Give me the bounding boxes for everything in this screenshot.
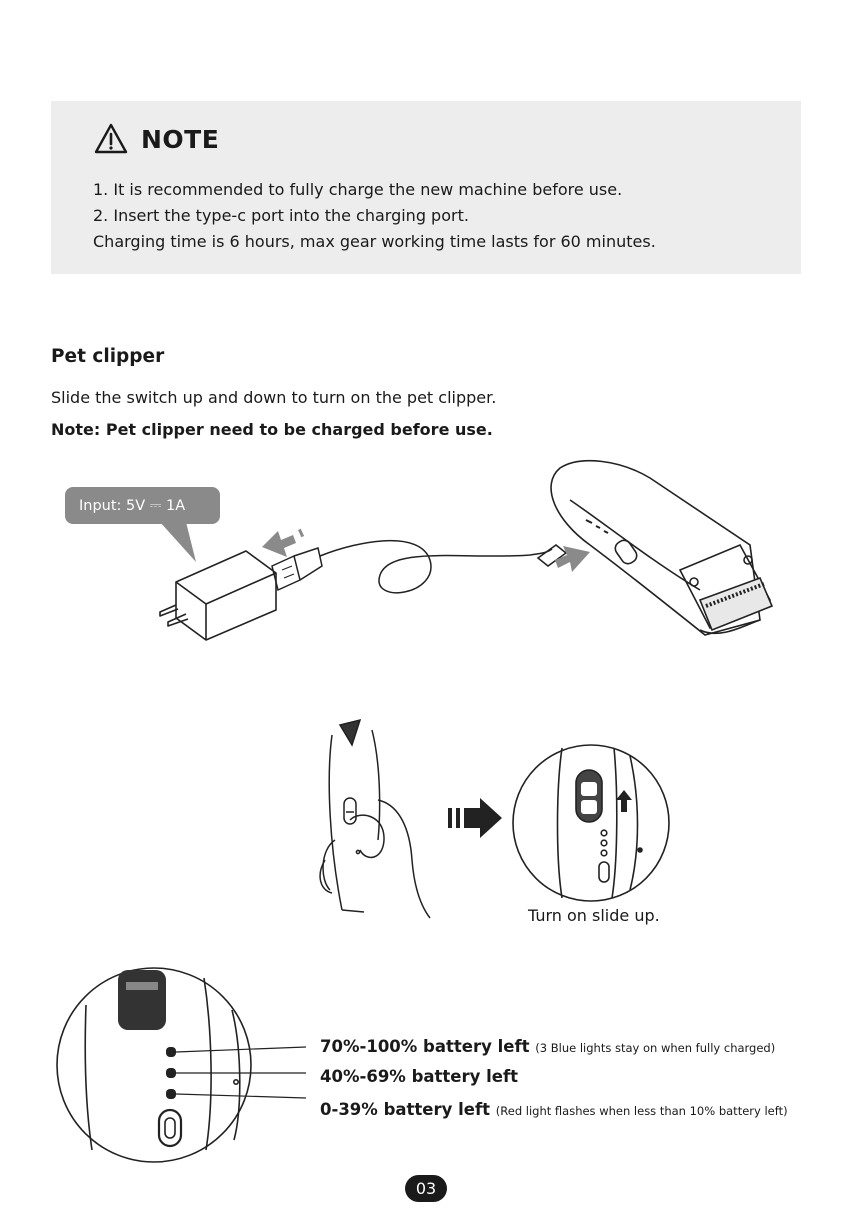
charger-input-label: Input: 5V ⎓ 1A — [65, 487, 220, 524]
battery-level-label: 40%-69% battery left — [320, 1067, 519, 1086]
charger-adapter — [160, 551, 276, 640]
battery-level-mid — [320, 1067, 518, 1086]
battery-level-detail: (3 Blue lights stay on when fully charged) — [535, 1041, 776, 1055]
battery-indicator-detail — [57, 968, 306, 1162]
section-title: Pet clipper — [51, 346, 165, 367]
hand-holding-clipper — [320, 720, 430, 918]
section-note: Note: Pet clipper need to be charged before use. — [51, 420, 493, 439]
page-number: 03 — [405, 1175, 447, 1202]
note-title: NOTE — [141, 124, 220, 154]
switch-caption: Turn on slide up. — [528, 906, 660, 925]
bubble-tail — [160, 522, 196, 562]
note-line: 1. It is recommended to fully charge the new machine before use. — [93, 180, 623, 199]
switch-detail — [513, 745, 669, 901]
usb-cable — [272, 541, 566, 593]
note-line: 2. Insert the type-c port into the charging port. — [93, 206, 469, 225]
battery-level-high — [320, 1037, 775, 1056]
section-instruction: Slide the switch up and down to turn on the pet clipper. — [51, 388, 497, 407]
pet-clipper — [551, 461, 772, 635]
battery-level-low — [320, 1100, 788, 1119]
battery-level-label: 0-39% battery left — [320, 1100, 491, 1119]
transition-arrow — [448, 798, 502, 838]
note-line: Charging time is 6 hours, max gear working time lasts for 60 minutes. — [93, 232, 656, 251]
battery-level-label: 70%-100% battery left — [320, 1037, 530, 1056]
battery-level-detail: (Red light flashes when less than 10% battery left) — [495, 1104, 788, 1118]
